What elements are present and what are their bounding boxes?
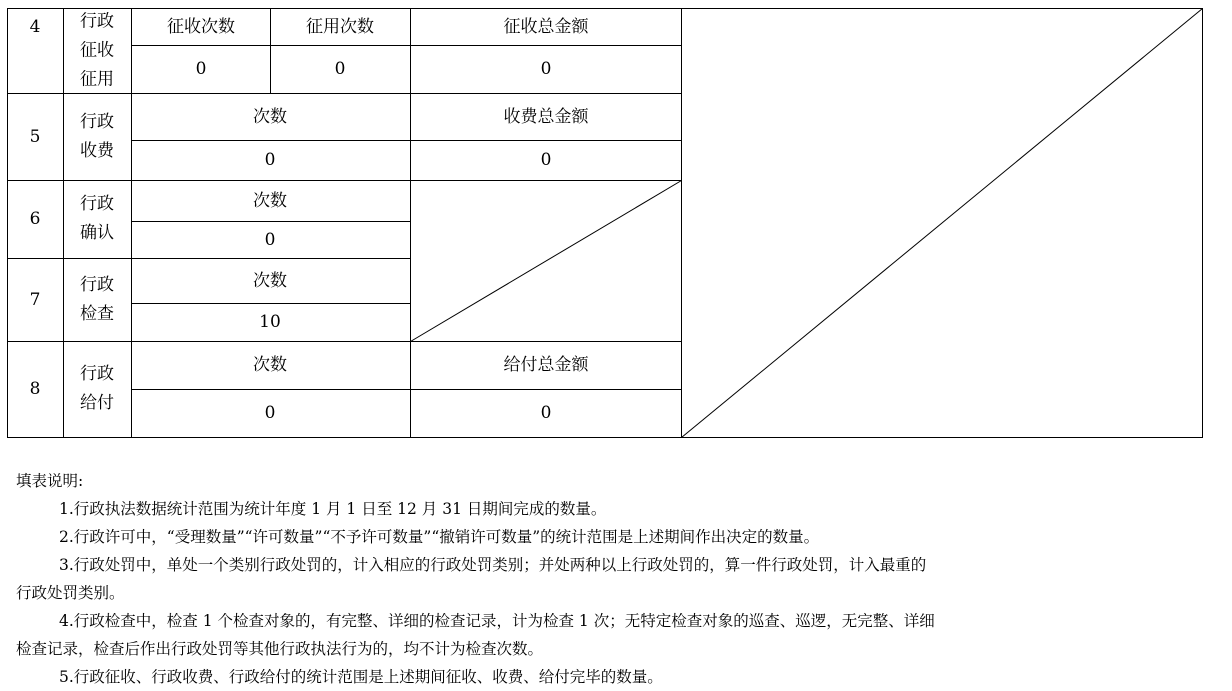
cell-value: 10 (259, 312, 281, 332)
note-item: 5.行政征收、行政收费、行政给付的统计范围是上述期间征收、收费、给付完毕的数量。 (59, 668, 663, 686)
note-item-continuation: 行政处罚类别。 (16, 584, 125, 602)
cell-value: 0 (540, 403, 552, 423)
row-number: 4 (29, 17, 41, 37)
column-header: 次数 (253, 355, 287, 375)
row-number: 5 (29, 127, 41, 147)
row-number: 7 (29, 290, 41, 310)
row-number: 8 (29, 379, 41, 399)
column-header: 征收总金额 (503, 17, 589, 37)
diagonal-slash-large (682, 9, 1203, 438)
column-header: 次数 (253, 191, 287, 211)
notes-section (16, 467, 1228, 691)
column-header: 次数 (253, 271, 287, 291)
note-item: 4.行政检查中，检查 1 个检查对象的，有完整、详细的检查记录，计为检查 1 次；无特定检查对象的巡查、巡逻，无完整、详细 (59, 612, 935, 630)
cell-value: 0 (264, 403, 276, 423)
row-category: 行政 收费 (80, 112, 114, 161)
row-category: 行政 征收 征用 (80, 11, 114, 90)
note-item: 2.行政许可中，“受理数量”“许可数量”“不予许可数量”“撤销许可数量”的统计范围是上述期间作出决定的数量。 (59, 528, 820, 546)
cell-value: 0 (264, 230, 276, 250)
diagonal-slash-small (411, 181, 682, 342)
cell-value: 0 (334, 59, 346, 79)
row-category: 行政 检查 (80, 275, 114, 324)
column-header: 征收次数 (167, 17, 235, 37)
note-item: 1.行政执法数据统计范围为统计年度 1 月 1 日至 12 月 31 日期间完成的数量。 (59, 500, 607, 518)
column-header: 给付总金额 (503, 355, 589, 375)
column-header: 征用次数 (306, 17, 374, 37)
notes-title: 填表说明: (16, 472, 84, 490)
table-border (8, 9, 1203, 438)
row-category: 行政 给付 (80, 364, 114, 413)
column-header: 收费总金额 (503, 107, 589, 127)
cell-value: 0 (540, 59, 552, 79)
note-item-continuation: 检查记录，检查后作出行政处罚等其他行政执法行为的，均不计为检查次数。 (16, 640, 544, 658)
cell-value: 0 (195, 59, 207, 79)
cell-value: 0 (264, 150, 276, 170)
column-header: 次数 (253, 107, 287, 127)
row-number: 6 (29, 209, 41, 229)
note-item: 3.行政处罚中，单处一个类别行政处罚的，计入相应的行政处罚类别；并处两种以上行政处罚的，算一件行政处罚，计入最重的 (59, 556, 927, 574)
cell-value: 0 (540, 150, 552, 170)
row-category: 行政 确认 (80, 194, 114, 243)
